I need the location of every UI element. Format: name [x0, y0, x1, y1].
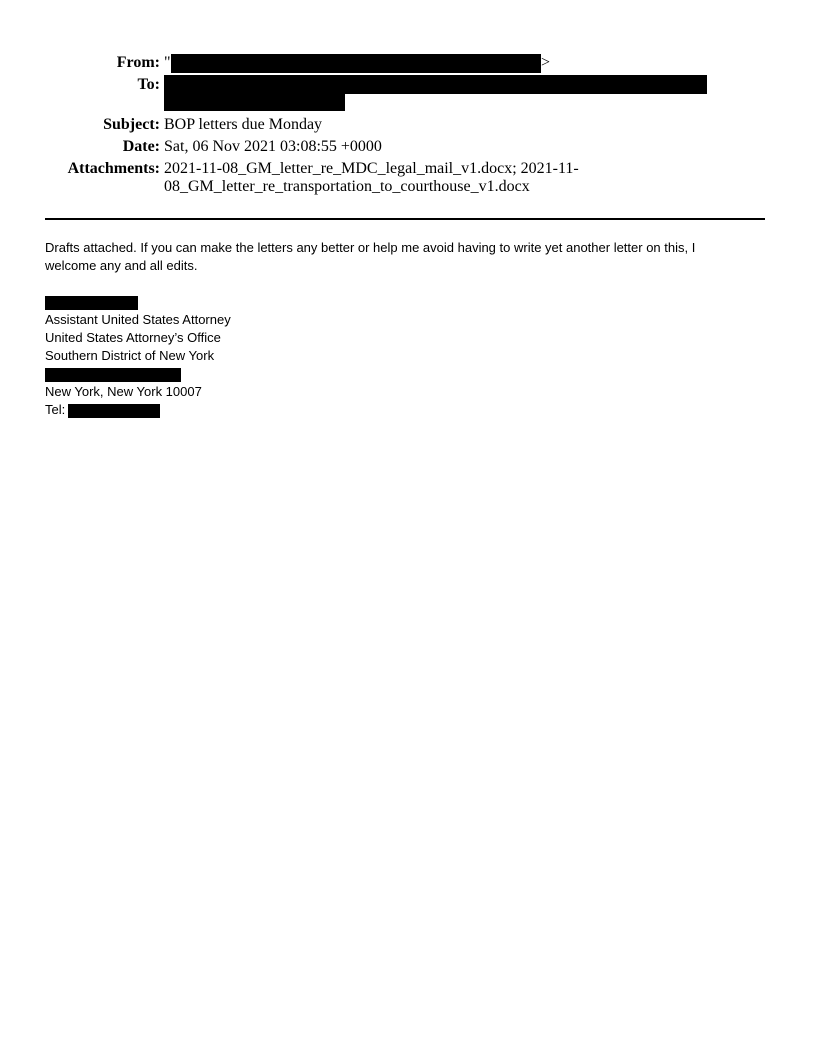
signature-city: New York, New York 10007: [45, 384, 202, 399]
message-line-1: Drafts attached. If you can make the letters any better or help me avoid having to write yet another letter on this, I: [45, 240, 696, 255]
from-prefix: ": [164, 54, 171, 71]
signature-title: Assistant United States Attorney: [45, 312, 231, 327]
signature-tel-label: Tel:: [45, 402, 66, 417]
signature-name-redaction: [45, 296, 138, 310]
signature-district: Southern District of New York: [45, 348, 215, 363]
attachments-label: Attachments:: [67, 160, 160, 177]
signature-tel-redaction: [68, 404, 160, 418]
to-redaction-line1: [164, 75, 707, 94]
attachments-value-line2: 08_GM_letter_re_transportation_to_courthouse_v1.docx: [164, 178, 530, 195]
from-redaction: [171, 54, 541, 73]
subject-value: BOP letters due Monday: [164, 116, 323, 133]
from-label: From:: [116, 54, 160, 71]
message-line-2: welcome any and all edits.: [45, 258, 198, 273]
header-divider: [45, 218, 765, 220]
date-label: Date:: [122, 138, 160, 155]
from-suffix: >: [541, 54, 551, 71]
to-label: To:: [137, 76, 160, 93]
signature-address-redaction: [45, 368, 181, 382]
attachments-value-line1: 2021-11-08_GM_letter_re_MDC_legal_mail_v1.docx; 2021-11-: [164, 160, 579, 177]
signature-office: United States Attorney’s Office: [45, 330, 221, 345]
subject-label: Subject:: [103, 116, 160, 133]
to-redaction-line2: [164, 94, 345, 111]
date-value: Sat, 06 Nov 2021 03:08:55 +0000: [164, 138, 382, 155]
